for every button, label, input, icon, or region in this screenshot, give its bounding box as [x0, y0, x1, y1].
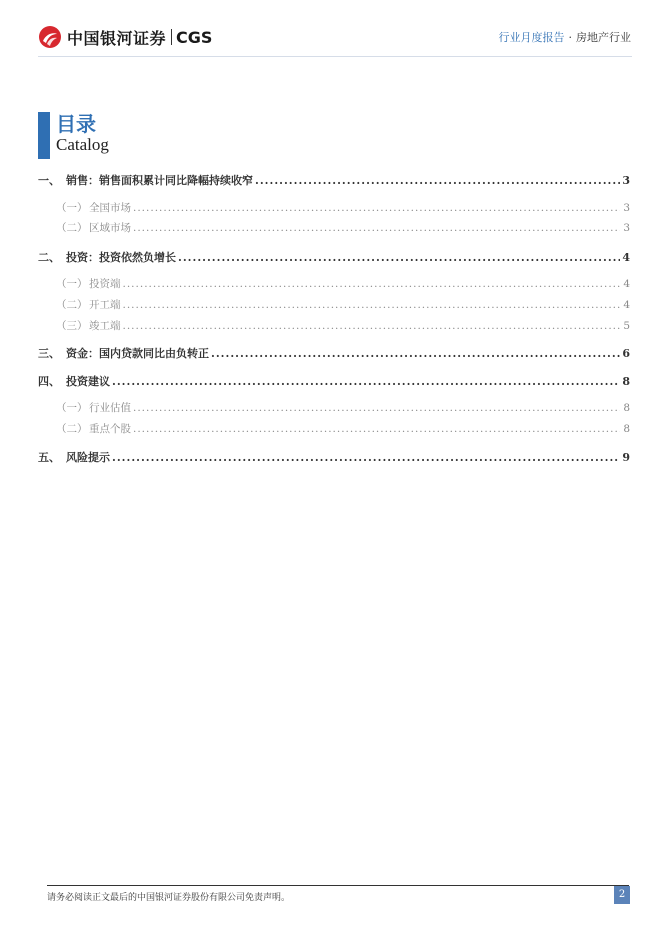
company-logo	[38, 25, 212, 49]
toc-leader-dots	[133, 202, 620, 214]
toc-entry-label: 竣工端	[89, 320, 121, 332]
toc-entry-construction-start[interactable]	[38, 297, 630, 315]
toc-entry-page: 4	[623, 278, 630, 290]
toc-entry-number: （一）	[56, 402, 88, 414]
toc-entry-page: 4	[622, 251, 630, 264]
toc-entry-page: 4	[623, 299, 630, 311]
toc-entry-number: （三）	[56, 320, 88, 332]
toc-entry-sales[interactable]	[38, 172, 630, 190]
toc-title-accent-bar	[38, 112, 50, 159]
toc-entry-number: 四、	[38, 375, 60, 388]
toc-title: 目录	[56, 112, 96, 136]
toc-entry-industry-valuation[interactable]	[38, 400, 630, 418]
toc-leader-dots	[112, 451, 620, 464]
cgs-logo-icon	[38, 25, 62, 49]
toc-entry-page: 6	[622, 347, 630, 360]
toc-entry-label: 风险提示	[66, 451, 110, 464]
toc-entry-investment-side[interactable]	[38, 276, 630, 294]
toc-entry-number: （二）	[56, 423, 88, 435]
toc-leader-dots	[211, 347, 620, 360]
toc-entry-label: 行业估值	[89, 402, 131, 414]
toc-entry-investment-advice[interactable]	[38, 373, 630, 391]
header-divider	[38, 56, 632, 57]
toc-entry-label: 全国市场	[89, 202, 131, 214]
page-number: 2	[614, 886, 630, 904]
report-sector: 房地产行业	[576, 31, 631, 44]
toc-entry-completion[interactable]	[38, 318, 630, 336]
toc-entry-page: 8	[623, 402, 630, 414]
toc-entry-number: 三、	[38, 347, 60, 360]
toc-leader-dots	[133, 222, 620, 234]
toc-entry-label: 区域市场	[89, 222, 131, 234]
toc-entry-label: 投资：投资依然负增长	[66, 251, 176, 264]
toc-entry-label: 投资端	[89, 278, 121, 290]
report-type: 行业月度报告	[498, 31, 565, 44]
toc-entry-page: 3	[623, 222, 630, 234]
toc-subtitle: Catalog	[56, 135, 109, 154]
toc-leader-dots	[133, 423, 620, 435]
logo-text-en: CGS	[176, 27, 213, 47]
toc-entry-investment[interactable]	[38, 249, 630, 267]
toc-entry-number: （一）	[56, 202, 88, 214]
toc-entry-label: 开工端	[89, 299, 121, 311]
toc-entry-number: 一、	[38, 174, 60, 187]
page-header	[0, 0, 662, 60]
toc-leader-dots	[123, 320, 621, 332]
toc-entry-page: 8	[623, 423, 630, 435]
toc-entry-label: 重点个股	[89, 423, 131, 435]
toc-leader-dots	[133, 402, 620, 414]
toc-leader-dots	[112, 375, 620, 388]
footer-disclaimer: 请务必阅读正文最后的中国银河证券股份有限公司免责声明。	[47, 893, 291, 903]
toc-entry-page: 3	[622, 174, 630, 187]
toc-entry-page: 8	[622, 375, 630, 388]
toc-entry-number: 二、	[38, 251, 60, 264]
toc-entry-key-stocks[interactable]	[38, 421, 630, 439]
toc-entry-number: 五、	[38, 451, 60, 464]
toc-entry-page: 5	[623, 320, 630, 332]
footer-divider	[47, 885, 629, 886]
toc-entry-label: 销售：销售面积累计同比降幅持续收窄	[66, 174, 253, 187]
toc-leader-dots	[123, 299, 621, 311]
logo-divider	[171, 29, 172, 45]
logo-text-cn: 中国银河证券	[67, 28, 167, 48]
toc-entry-national-market[interactable]	[38, 200, 630, 218]
toc-entry-label: 资金：国内贷款同比由负转正	[66, 347, 209, 360]
toc-entry-funding[interactable]	[38, 345, 630, 363]
toc-entry-number: （二）	[56, 299, 88, 311]
toc-entry-page: 3	[623, 202, 630, 214]
toc-leader-dots	[178, 251, 620, 264]
toc-entry-risk-warning[interactable]	[38, 449, 630, 467]
toc-entry-page: 9	[622, 451, 630, 464]
toc-entry-label: 投资建议	[66, 375, 110, 388]
toc-entry-number: （一）	[56, 278, 88, 290]
header-separator: ·	[568, 31, 572, 44]
toc-leader-dots	[123, 278, 621, 290]
report-category	[499, 29, 632, 45]
toc-leader-dots	[255, 174, 620, 187]
toc-entry-regional-market[interactable]	[38, 220, 630, 238]
toc-entry-number: （二）	[56, 222, 88, 234]
